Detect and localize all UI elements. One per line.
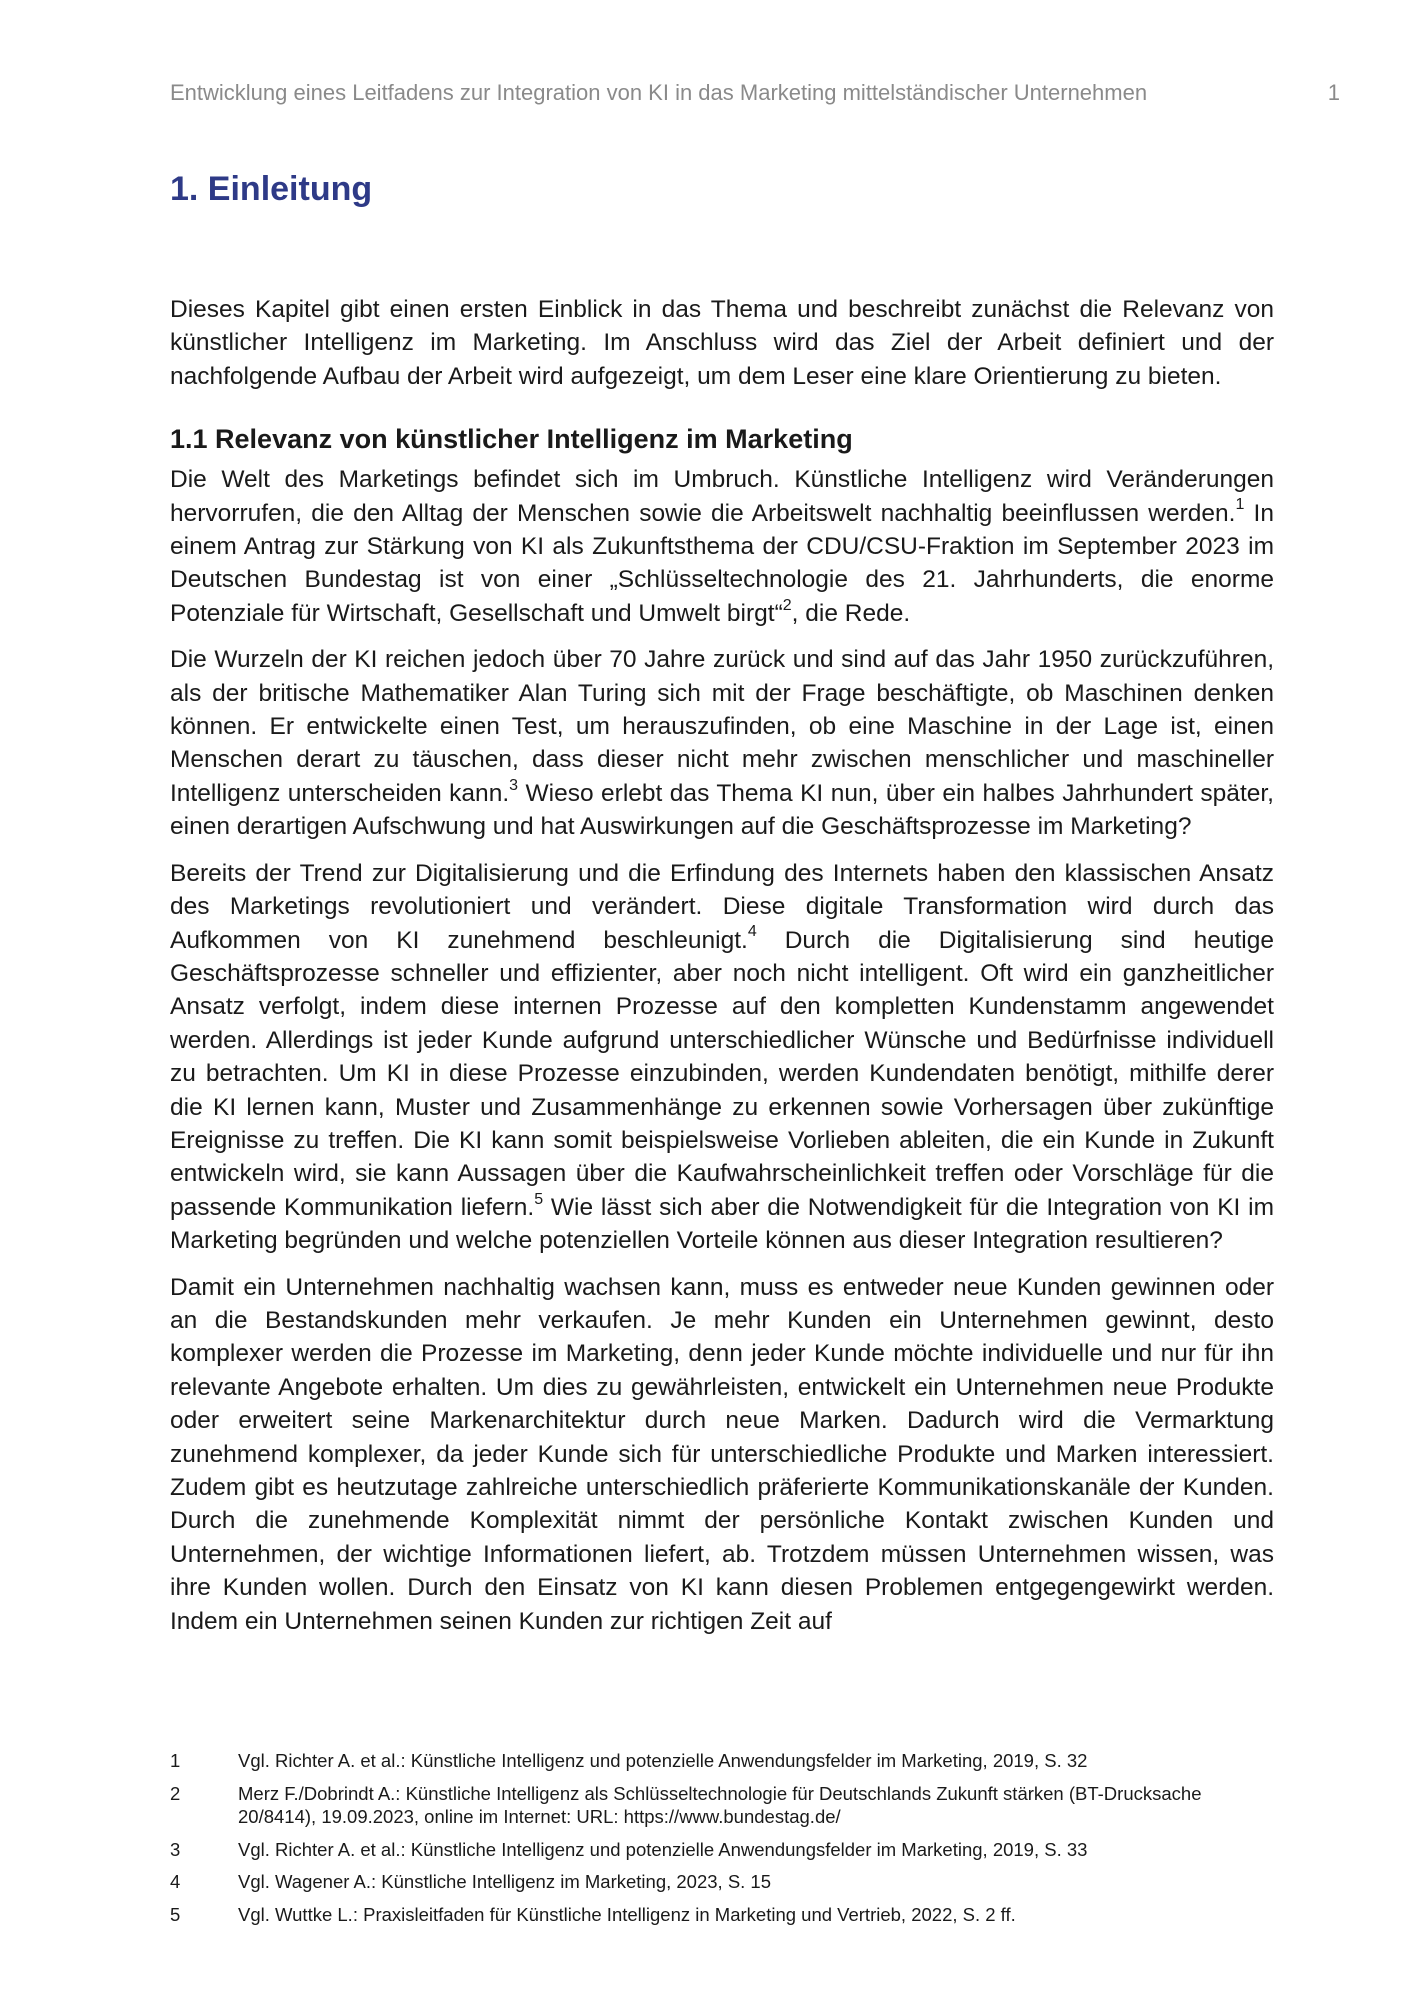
footnotes	[170, 1749, 1274, 1935]
running-header	[170, 80, 1340, 110]
footnote-item	[170, 1838, 1274, 1862]
footnote-number: 4	[170, 1871, 181, 1892]
footnote-item	[170, 1782, 1274, 1829]
paragraph-text: Die Wurzeln der KI reichen jedoch über 70 Jahre zurück und sind auf das Jahr 1950 zurückzuführen, als der britische Mathematiker Alan Turing sich mit der Frage beschäftigte, ob Maschinen denken können. Er entwickelte einen Test, um herauszufinden, ob eine Maschine in der Lage ist, einen Menschen derart zu täuschen, dass dieser nicht mehr zwischen menschlicher und maschineller Intelligenz unterscheiden kann.	[170, 646, 1274, 807]
paragraph-text: In einem Antrag zur Stärkung von KI als Zukunftsthema der CDU/CSU-Fraktion im September 2023 im Deutschen Bundestag ist von einer „Schlüsseltechnologie des 21. Jahrhunderts, die enorme Potenziale für Wirtschaft, Gesellschaft und Umwelt birgt“	[170, 499, 1274, 627]
footnote-number: 3	[170, 1838, 181, 1860]
page-number: 1	[1327, 80, 1340, 105]
footnote-text: Vgl. Richter A. et al.: Künstliche Intelligenz und potenzielle Anwendungsfelder im Marketing, 2019, S. 33	[238, 1838, 1088, 1860]
footnote-item	[170, 1903, 1274, 1927]
page-body	[170, 165, 1274, 1651]
footnote-number: 1	[170, 1750, 181, 1771]
footnote-text: Merz F./Dobrindt A.: Künstliche Intelligenz als Schlüsseltechnologie für Deutschlands Zukunft stärken (BT-Drucksache 20/8414), 19.09.2023, online im Internet: URL: https://www.bundestag.de/	[238, 1782, 1202, 1827]
body-paragraph-1	[170, 463, 1274, 630]
footnote-number: 2	[170, 1782, 181, 1804]
body-paragraph-2	[170, 643, 1274, 843]
footnote-item	[170, 1870, 1274, 1894]
footnote-ref-4[interactable]: 4	[747, 923, 757, 941]
paragraph-text: Die Welt des Marketings befindet sich im Umbruch. Künstliche Intelligenz wird Veränderungen hervorrufen, die den Alltag der Menschen sowie die Arbeitswelt nachhaltig beeinflussen werden.	[170, 466, 1274, 527]
footnote-ref-3[interactable]: 3	[509, 776, 519, 794]
paragraph-text: Wie lässt sich aber die Notwendigkeit für die Integration von KI im Marketing begründen und welche potenziellen Vorteile können aus dieser Integration resultieren?	[170, 1193, 1274, 1255]
chapter-title: 1. Einleitung	[170, 170, 373, 208]
body-paragraph-3	[170, 857, 1274, 1258]
footnote-ref-1[interactable]: 1	[1235, 496, 1245, 514]
paragraph-text: Wieso erlebt das Thema KI nun, über ein halbes Jahrhundert später, einen derartigen Aufschwung und hat Auswirkungen auf die Geschäftsprozesse im Marketing?	[170, 779, 1274, 841]
paragraph-text: Bereits der Trend zur Digitalisierung und die Erfindung des Internets haben den klassischen Ansatz des Marketings revolutioniert und verändert. Diese digitale Transformation wird durch das Aufkommen von KI zunehmend beschleunigt.	[170, 859, 1274, 954]
footnote-text: Vgl. Richter A. et al.: Künstliche Intelligenz und potenzielle Anwendungsfelder im Marketing, 2019, S. 32	[238, 1750, 1088, 1771]
running-title: Entwicklung eines Leitfadens zur Integration von KI in das Marketing mittelständischer Unternehmen	[170, 80, 1148, 105]
section-title: 1.1 Relevanz von künstlicher Intelligenz im Marketing	[170, 424, 853, 455]
paragraph-text: , die Rede.	[791, 599, 911, 627]
chapter-intro: Dieses Kapitel gibt einen ersten Einblick in das Thema und beschreibt zunächst die Relevanz von künstlicher Intelligenz im Marketing. Im Anschluss wird das Ziel der Arbeit definiert und der nachfolgende Aufbau der Arbeit wird aufgezeigt, um dem Leser eine klare Orientierung zu bieten.	[170, 296, 1274, 390]
footnote-number: 5	[170, 1903, 181, 1925]
footnote-text: Vgl. Wagener A.: Künstliche Intelligenz im Marketing, 2023, S. 15	[238, 1871, 772, 1892]
body-paragraph-4: Damit ein Unternehmen nachhaltig wachsen kann, muss es entweder neue Kunden gewinnen oder an die Bestandskunden mehr verkaufen. Je mehr Kunden ein Unternehmen gewinnt, desto komplexer werden die Prozesse im Marketing, denn jeder Kunde möchte individuelle und nur für ihn relevante Angebote erhalten. Um dies zu gewährleisten, entwickelt ein Unternehmen neue Produkte oder erweitert seine Markenarchitektur durch neue Marken. Dadurch wird die Vermarktung zunehmend komplexer, da jeder Kunde sich für unterschiedliche Produkte und Marken interessiert. Zudem gibt es heutzutage zahlreiche unterschiedlich präferierte Kommunikationskanäle der Kunden. Durch die zunehmende Komplexität nimmt der persönliche Kontakt zwischen Kunden und Unternehmen, der wichtige Informationen liefert, ab. Trotzdem müssen Unternehmen wissen, was ihre Kunden wollen. Durch den Einsatz von KI kann diesen Problemen entgegengewirkt werden. Indem ein Unternehmen seinen Kunden zur richtigen Zeit auf	[170, 1273, 1274, 1635]
footnote-ref-2[interactable]: 2	[782, 596, 792, 614]
footnote-text: Vgl. Wuttke L.: Praxisleitfaden für Künstliche Intelligenz in Marketing und Vertrieb, 2022, S. 2 ff.	[238, 1903, 1016, 1925]
footnote-item	[170, 1749, 1274, 1773]
footnote-ref-5[interactable]: 5	[534, 1190, 544, 1208]
paragraph-text: Durch die Digitalisierung sind heutige Geschäftsprozesse schneller und effizienter, aber noch nicht intelligent. Oft wird ein ganzheitlicher Ansatz verfolgt, indem diese internen Prozesse auf den kompletten Kundenstamm angewendet werden. Allerdings ist jeder Kunde aufgrund unterschiedlicher Wünsche und Bedürfnisse individuell zu betrachten. Um KI in diese Prozesse einzubinden, werden Kundendaten benötigt, mithilfe derer die KI lernen kann, Muster und Zusammenhänge zu erkennen sowie Vorhersagen über zukünftige Ereignisse zu treffen. Die KI kann somit beispielsweise Vorlieben ableiten, die ein Kunde in Zukunft entwickeln wird, sie kann Aussagen über die Kaufwahrscheinlichkeit treffen oder Vorschläge für die passende Kommunikation liefern.	[170, 926, 1274, 1221]
